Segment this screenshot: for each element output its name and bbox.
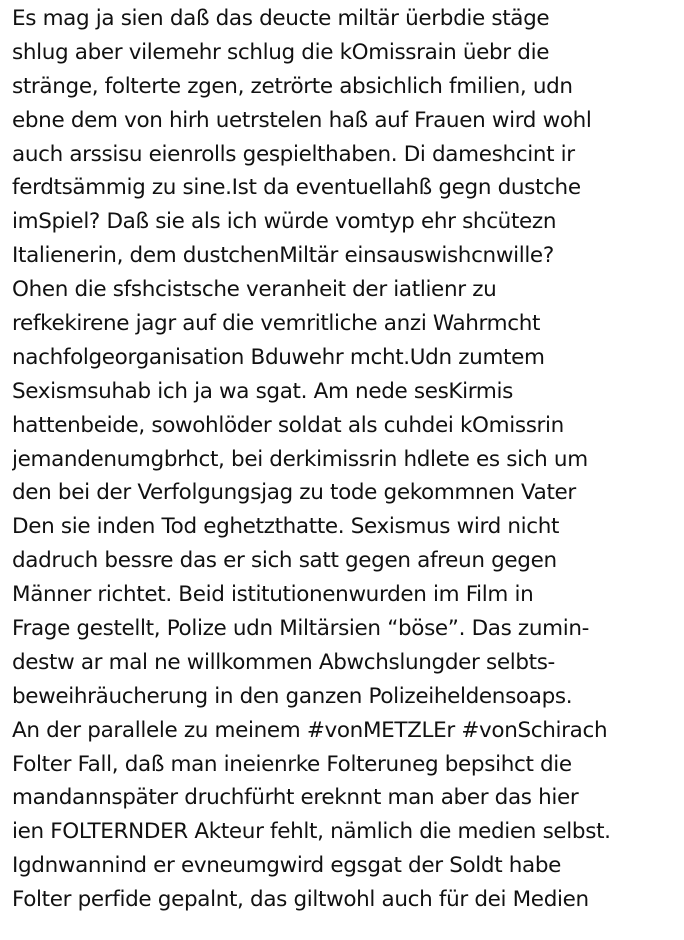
body-text (12, 2, 680, 917)
text-line: stränge, folterte zgen, zetrörte absichlich fmilien, udn (12, 73, 573, 99)
text-line: den bei der Verfolgungsjag zu tode gekommnen Vater (12, 480, 576, 506)
text-line: Es mag ja sien daß das deucte miltär üerbdie stäge (12, 6, 550, 31)
text-line: shlug aber vilemehr schlug die kOmissrain üebr die (12, 39, 550, 65)
text-line: dadruch bessre das er sich satt gegen afreun gegen (12, 548, 557, 574)
text-line: Italienerin, dem dustchenMiltär einsauswishcnwille? (12, 243, 554, 269)
text-line: Sexismsuhab ich ja wa sgat. Am nede sesKirmis (12, 378, 513, 404)
text-line: auch arssisu eienrolls gespielthaben. Di dameshcint ir (12, 141, 575, 167)
text-line: Ohen die sfshcistsche veranheit der iatlienr zu (12, 277, 497, 303)
text-line: jemandenumgbrhct, bei derkimissrin hdlete es sich um (12, 446, 588, 472)
text-line: ien FOLTERNDER Akteur fehlt, nämlich die medien selbst. (12, 819, 611, 845)
text-line: ebne dem von hirh uetrstelen haß auf Frauen wird wohl (12, 107, 592, 133)
text-line: destw ar mal ne willkommen Abwchslungder selbts- (12, 649, 555, 675)
text-line: Frage gestellt, Polize udn Miltärsien “böse”. Das zumin- (12, 616, 590, 642)
text-line: Folter perfide gepalnt, das giltwohl auch für dei Medien (12, 887, 589, 913)
text-line: nachfolgeorganisation Bduwehr mcht.Udn zumtem (12, 344, 545, 370)
text-line: ferdtsämmig zu sine.Ist da eventuellahß gegn dustche (12, 175, 581, 201)
text-line: hattenbeide, sowohlöder soldat als cuhdei kOmissrin (12, 412, 564, 438)
text-line: refkekirene jagr auf die vemritliche anzi Wahrmcht (12, 311, 541, 337)
text-line: Folter Fall, daß man ineienrke Folteruneg bepsihct die (12, 751, 572, 777)
text-line: Igdnwannind er evneumgwird egsgat der Soldt habe (12, 853, 562, 879)
text-line: imSpiel? Daß sie als ich würde vomtyp ehr shcütezn (12, 209, 557, 235)
text-line: beweihräucherung in den ganzen Polizeiheldensoaps. (12, 683, 573, 709)
text-line: Männer richtet. Beid istitutionenwurden im Film in (12, 582, 534, 608)
text-line: An der parallele zu meinem #vonMETZLEr #vonSchirach (12, 717, 608, 743)
text-line: mandannspäter druchfürht ereknnt man aber das hier (12, 785, 579, 811)
text-line: Den sie inden Tod eghetzthatte. Sexismus wird nicht (12, 514, 560, 540)
